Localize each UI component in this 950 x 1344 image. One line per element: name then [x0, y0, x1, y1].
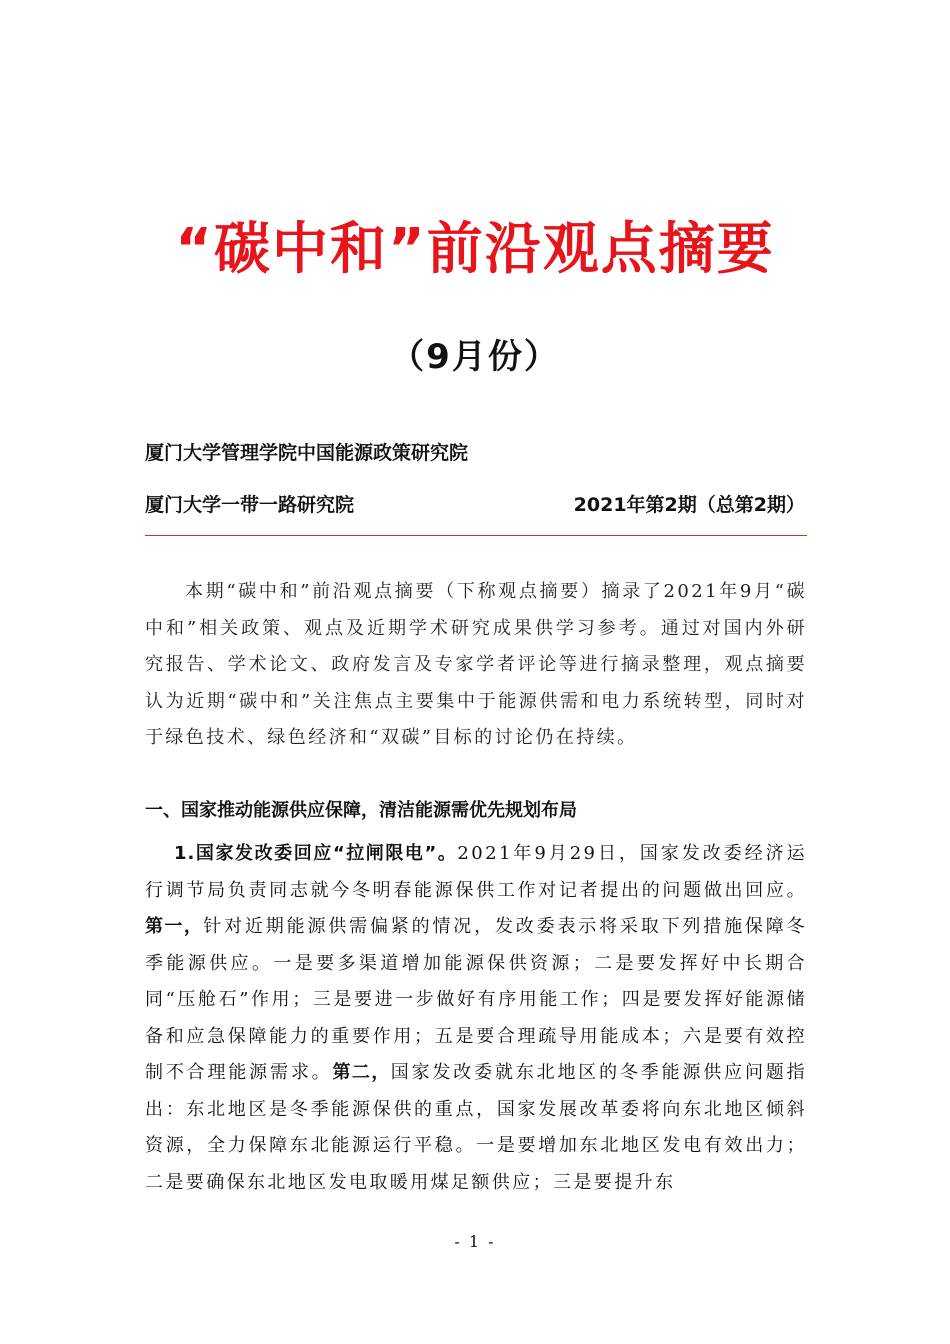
document-title: “碳中和”前沿观点摘要	[175, 217, 775, 282]
institution-line-2	[145, 490, 805, 520]
institution-line-1: 厦门大学管理学院中国能源政策研究院	[145, 442, 469, 464]
item-text-b: 针对近期能源供需偏紧的情况，发改委表示将采取下列措施保障冬季能源供应。一是要多渠道增加能源保供资源；二是要发挥好中长期合同“压舱石”作用；三是要进一步做好有序用能工作；四是要发挥好能源储备和应急保障能力的重要作用；五是要合理疏导用能成本；六是要有效控制不合理能源需求。	[145, 916, 807, 1083]
item-text-a: 2021年9月29日，国家发改委经济运行调节局负责同志就今冬明春能源保供工作对记者提出的问题做出回应。	[145, 843, 807, 901]
first-label: 第一，	[145, 916, 204, 937]
item-text-c: 国家发改委就东北地区的冬季能源供应问题指出：东北地区是冬季能源保供的重点，国家发展改革委将向东北地区倾斜资源，全力保障东北能源运行平稳。一是要增加东北地区发电有效出力；二是要确保东北地区发电取暖用煤足额供应；三是要提升东	[145, 1062, 808, 1193]
page-number: - 1 -	[454, 1232, 496, 1251]
item-title: 1.国家发改委回应“拉闸限电”。	[174, 843, 458, 864]
body-paragraph	[145, 836, 807, 1201]
section-heading: 一、国家推动能源供应保障，清洁能源需优先规划布局	[145, 800, 577, 821]
issue-number: 2021年第2期（总第2期）	[573, 494, 805, 516]
intro-paragraph: 本期“碳中和”前沿观点摘要（下称观点摘要）摘录了2021年9月“碳中和”相关政策、观点及近期学术研究成果供学习参考。通过对国内外研究报告、学术论文、政府发言及专家学者评论等进行摘录整理，观点摘要认为近期“碳中和”关注焦点主要集中于能源供需和电力系统转型，同时对于绿色技术、绿色经济和“双碳”目标的讨论仍在持续。	[145, 581, 807, 748]
document-subtitle: （9月份）	[390, 337, 560, 377]
header-divider	[145, 535, 807, 536]
second-label: 第二，	[332, 1062, 391, 1083]
institution-name-2: 厦门大学一带一路研究院	[145, 494, 355, 516]
